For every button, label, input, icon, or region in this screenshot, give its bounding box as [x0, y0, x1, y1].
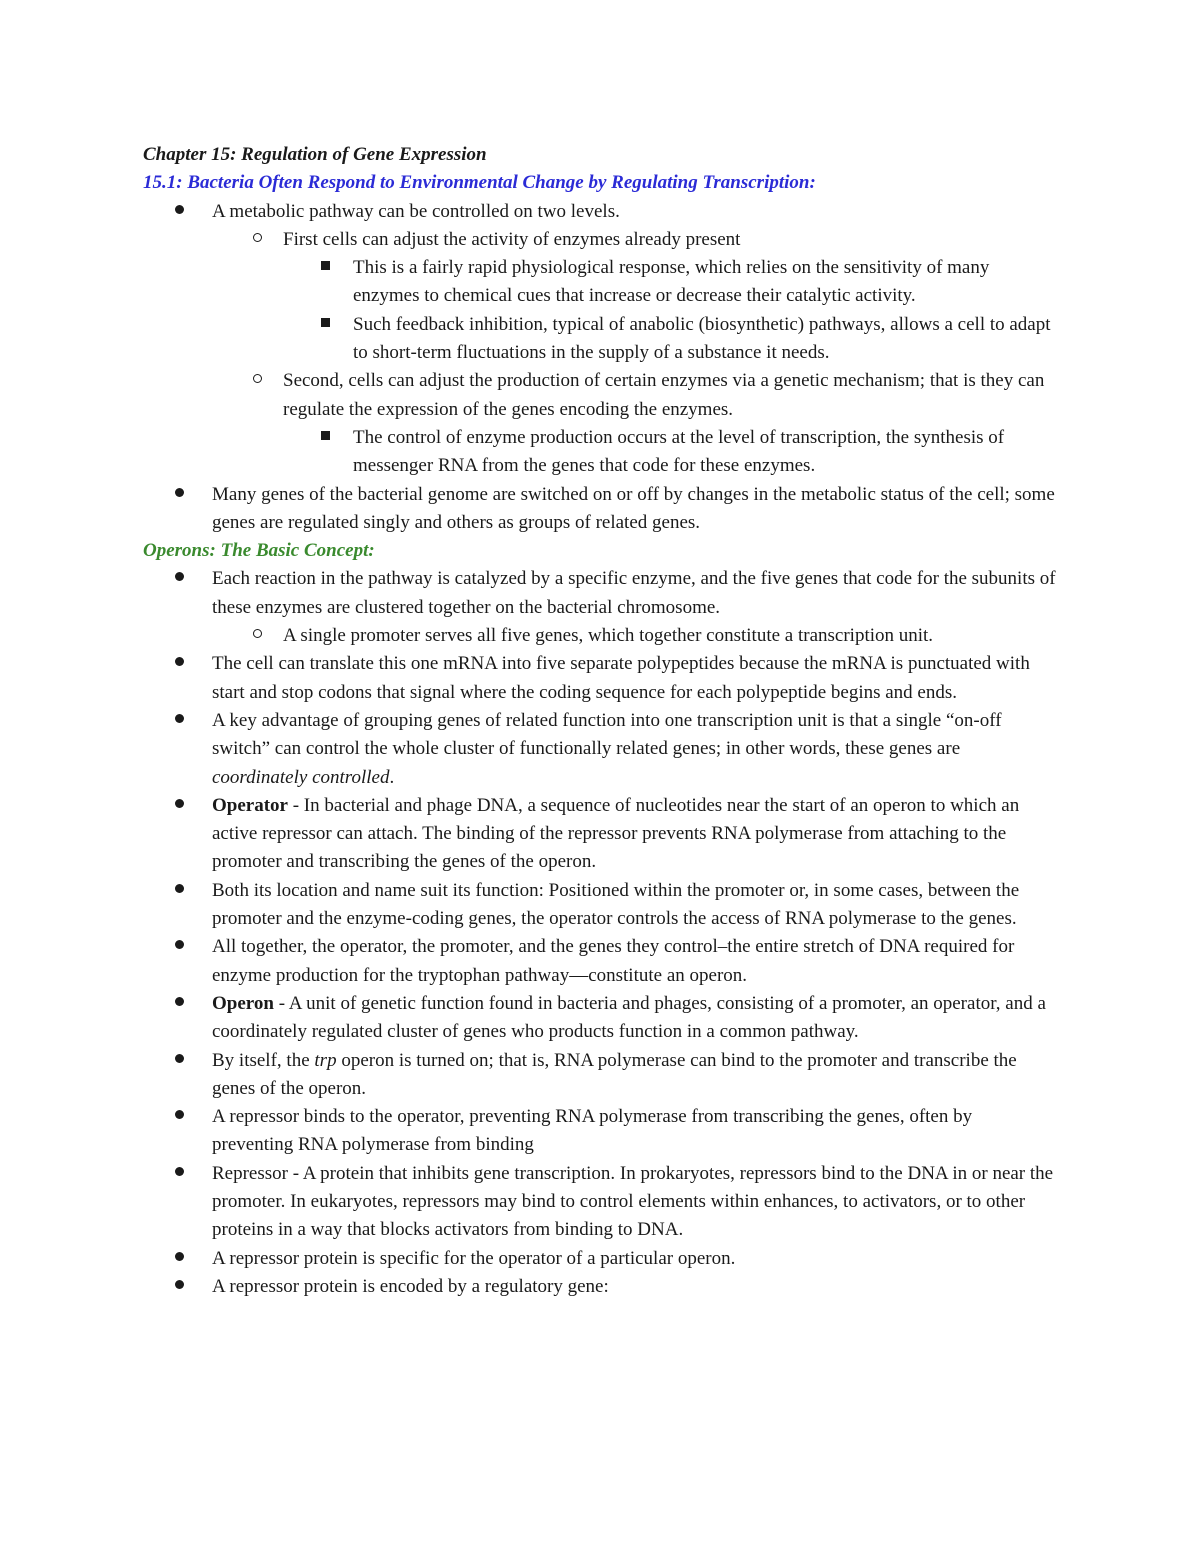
- list-item: First cells can adjust the activity of enzymes already present: [143, 226, 1058, 254]
- document-body: [143, 141, 1058, 1301]
- bullet-circle-icon: [247, 367, 267, 395]
- section-heading-15-1: 15.1: Bacteria Often Respond to Environmental Change by Regulating Transcription:: [143, 172, 816, 194]
- list-item: The control of enzyme production occurs at the level of transcription, the synthesis of messenger RNA from the genes that code for these enzymes.: [143, 424, 1058, 481]
- list-item: A repressor binds to the operator, preventing RNA polymerase from transcribing the genes, often by preventing RNA polymerase from binding: [143, 1103, 1058, 1160]
- bullet-dot-icon: [169, 990, 189, 1018]
- list-item: Repressor - A protein that inhibits gene transcription. In prokaryotes, repressors bind to the DNA in or near the promoter. In eukaryotes, repressors may bind to control elements within enhances, to activators, or to other proteins in a way that blocks activators from binding to DNA.: [143, 1160, 1058, 1245]
- bullet-dot-icon: [169, 565, 189, 593]
- list-item: Operator - In bacterial and phage DNA, a sequence of nucleotides near the start of an operon to which an active repressor can attach. The binding of the repressor prevents RNA polymerase from attaching to the promoter and transcribing the genes of the operon.: [143, 792, 1058, 877]
- bullet-dot-icon: [169, 1273, 189, 1301]
- bullet-circle-icon: [247, 622, 267, 650]
- chapter-title: Chapter 15: Regulation of Gene Expression: [143, 144, 487, 165]
- bullet-dot-icon: [169, 1047, 189, 1075]
- bullet-dot-icon: [169, 1245, 189, 1273]
- list-item: A single promoter serves all five genes, which together constitute a transcription unit.: [143, 622, 1058, 650]
- list-item: By itself, the trp operon is turned on; that is, RNA polymerase can bind to the promoter and transcribe the genes of the operon.: [143, 1047, 1058, 1104]
- emphasis-text: trp: [314, 1049, 337, 1071]
- list-item: Such feedback inhibition, typical of anabolic (biosynthetic) pathways, allows a cell to adapt to short-term fluctuations in the supply of a substance it needs.: [143, 311, 1058, 368]
- bullet-dot-icon: [169, 1160, 189, 1188]
- section-heading-operons: Operons: The Basic Concept:: [143, 540, 375, 562]
- list-item: The cell can translate this one mRNA into five separate polypeptides because the mRNA is punctuated with start and stop codons that signal where the coding sequence for each polypeptide begins and ends.: [143, 650, 1058, 707]
- bullet-square-icon: [315, 311, 335, 339]
- bullet-dot-icon: [169, 792, 189, 820]
- list-item: This is a fairly rapid physiological response, which relies on the sensitivity of many enzymes to chemical cues that increase or decrease their catalytic activity.: [143, 254, 1058, 311]
- bullet-square-icon: [315, 424, 335, 452]
- bullet-dot-icon: [169, 707, 189, 735]
- list-item: Second, cells can adjust the production of certain enzymes via a genetic mechanism; that is they can regulate the expression of the genes encoding the enzymes.: [143, 367, 1058, 424]
- list-item: All together, the operator, the promoter, and the genes they control–the entire stretch of DNA required for enzyme production for the tryptophan pathway—constitute an operon.: [143, 933, 1058, 990]
- bullet-dot-icon: [169, 481, 189, 509]
- list-item: A metabolic pathway can be controlled on two levels.: [143, 198, 1058, 226]
- list-item: A repressor protein is specific for the operator of a particular operon.: [143, 1245, 1058, 1273]
- term-operon: Operon: [212, 992, 274, 1014]
- list-item: Each reaction in the pathway is catalyzed by a specific enzyme, and the five genes that code for the subunits of these enzymes are clustered together on the bacterial chromosome.: [143, 565, 1058, 622]
- term-operator: Operator: [212, 794, 288, 816]
- bullet-dot-icon: [169, 933, 189, 961]
- list-item: A repressor protein is encoded by a regulatory gene:: [143, 1273, 1058, 1301]
- list-item: Many genes of the bacterial genome are switched on or off by changes in the metabolic status of the cell; some genes are regulated singly and others as groups of related genes.: [143, 481, 1058, 538]
- emphasis-text: coordinately controlled: [212, 766, 390, 788]
- list-item: Both its location and name suit its function: Positioned within the promoter or, in some cases, between the promoter and the enzyme-coding genes, the operator controls the access of RNA polymerase to the genes.: [143, 877, 1058, 934]
- bullet-dot-icon: [169, 1103, 189, 1131]
- list-item: Operon - A unit of genetic function found in bacteria and phages, consisting of a promoter, an operator, and a coordinately regulated cluster of genes who products function in a common pathway.: [143, 990, 1058, 1047]
- bullet-dot-icon: [169, 877, 189, 905]
- bullet-square-icon: [315, 254, 335, 282]
- bullet-circle-icon: [247, 226, 267, 254]
- list-item: A key advantage of grouping genes of related function into one transcription unit is that a single “on-off switch” can control the whole cluster of functionally related genes; in other words, these genes are coordinately controlled.: [143, 707, 1058, 792]
- bullet-dot-icon: [169, 650, 189, 678]
- bullet-dot-icon: [169, 198, 189, 226]
